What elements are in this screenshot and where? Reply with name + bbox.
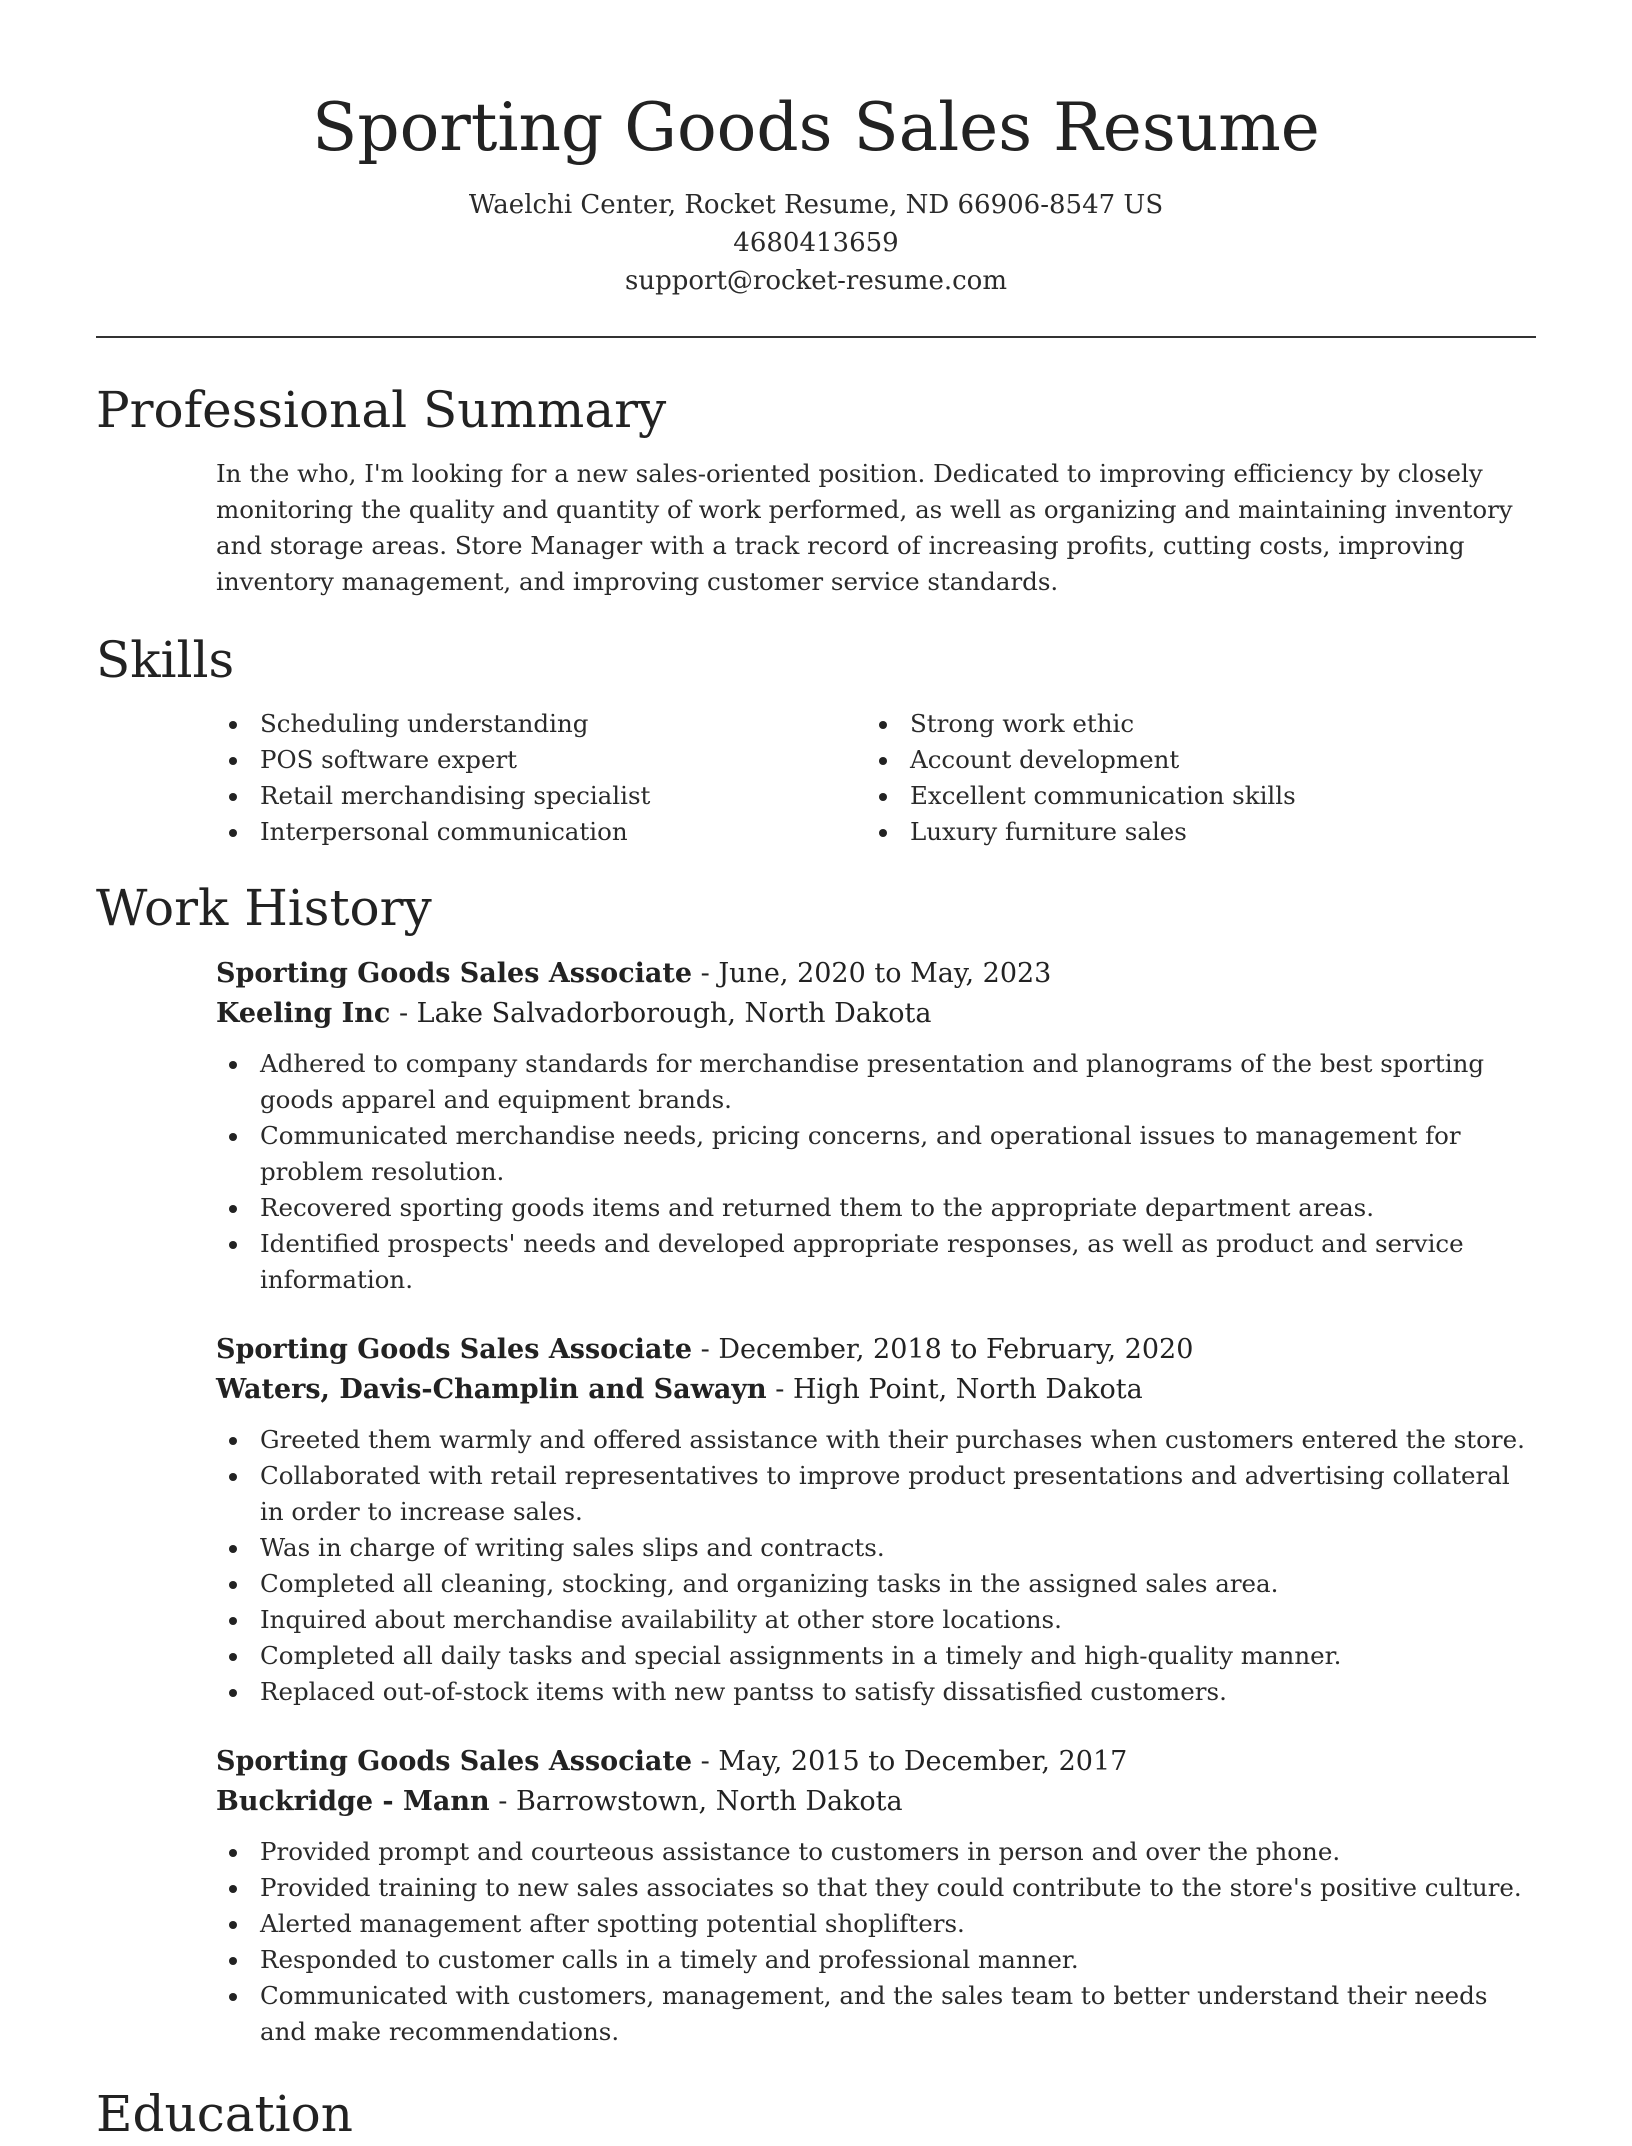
skill-item: Luxury furniture sales [866,814,1516,850]
job-company-line [216,1370,1536,1410]
job-company: Waters, Davis-Champlin and Sawayn [216,1374,767,1405]
education-heading: Education [96,2085,353,2143]
skills-column-left [216,706,866,850]
contact-block [96,186,1536,300]
skills-section [96,628,1536,850]
job-location: - Barrowstown, North Dakota [489,1786,903,1817]
contact-address: Waelchi Center, Rocket Resume, ND 66906-8547 US [468,190,1164,220]
job-bullet: Alerted management after spotting potential shoplifters. [216,1906,1536,1942]
job-dates: - December, 2018 to February, 2020 [692,1334,1194,1365]
summary-section [96,378,1536,600]
job-location: - Lake Salvadorborough, North Dakota [390,998,932,1029]
work-history-heading: Work History [96,879,432,937]
skill-item: POS software expert [216,742,866,778]
skills-grid [216,706,1536,850]
resume-header [96,0,1536,300]
job-company: Keeling Inc [216,998,391,1029]
job-bullet: Responded to customer calls in a timely and professional manner. [216,1942,1536,1978]
job-location: - High Point, North Dakota [766,1374,1143,1405]
job-bullet: Identified prospects' needs and developed appropriate responses, as well as product and service information. [216,1226,1536,1298]
job-bullets [216,1422,1536,1710]
contact-email: support@rocket-resume.com [624,266,1007,296]
job-title-line [216,954,1536,994]
job-title: Sporting Goods Sales Associate [216,1746,693,1777]
resume-page [96,0,1536,2143]
job-bullet: Was in charge of writing sales slips and contracts. [216,1530,1536,1566]
contact-phone: 4680413659 [733,228,899,258]
job-bullet: Adhered to company standards for merchandise presentation and planograms of the best sporting goods apparel and equipment brands. [216,1046,1536,1118]
skill-item: Retail merchandising specialist [216,778,866,814]
summary-text: In the who, I'm looking for a new sales-oriented position. Dedicated to improving efficiency by closely monitoring the quality and quantity of work performed, as well as organizing and maintaining inventory and storage areas. Store Manager with a track record of increasing profits, cutting costs, improving inventory management, and improving customer service standards. [216,459,1513,596]
summary-heading: Professional Summary [96,381,667,439]
job-title: Sporting Goods Sales Associate [216,1334,693,1365]
job-entry [216,1742,1536,2050]
job-bullets [216,1046,1536,1298]
skills-column-right [866,706,1516,850]
job-bullet: Provided prompt and courteous assistance to customers in person and over the phone. [216,1834,1536,1870]
skill-item: Strong work ethic [866,706,1516,742]
job-bullet: Provided training to new sales associates so that they could contribute to the store's positive culture. [216,1870,1536,1906]
skill-item: Excellent communication skills [866,778,1516,814]
job-bullet: Greeted them warmly and offered assistance with their purchases when customers entered the store. [216,1422,1536,1458]
education-section [96,2082,1536,2146]
job-dates: - May, 2015 to December, 2017 [692,1746,1128,1777]
header-divider [96,336,1536,338]
skill-item: Account development [866,742,1516,778]
job-bullet: Collaborated with retail representatives to improve product presentations and advertising collateral in order to increase sales. [216,1458,1536,1530]
job-entry [216,1330,1536,1710]
job-bullet: Completed all daily tasks and special assignments in a timely and high-quality manner. [216,1638,1536,1674]
skill-item: Interpersonal communication [216,814,866,850]
job-bullet: Recovered sporting goods items and returned them to the appropriate department areas. [216,1190,1536,1226]
job-company-line [216,1782,1536,1822]
job-bullet: Communicated merchandise needs, pricing concerns, and operational issues to management for problem resolution. [216,1118,1536,1190]
skill-item: Scheduling understanding [216,706,866,742]
job-title-line [216,1330,1536,1370]
job-bullet: Communicated with customers, management, and the sales team to better understand their needs and make recommendations. [216,1978,1536,2050]
work-history-section [96,876,1536,2050]
skills-heading: Skills [96,631,235,689]
job-bullet: Completed all cleaning, stocking, and organizing tasks in the assigned sales area. [216,1566,1536,1602]
job-bullet: Replaced out-of-stock items with new pantss to satisfy dissatisfied customers. [216,1674,1536,1710]
job-dates: - June, 2020 to May, 2023 [692,958,1052,989]
job-company: Buckridge - Mann [216,1786,490,1817]
job-bullets [216,1834,1536,2050]
resume-title: Sporting Goods Sales Resume [312,89,1320,166]
job-bullet: Inquired about merchandise availability at other store locations. [216,1602,1536,1638]
job-company-line [216,994,1536,1034]
job-title-line [216,1742,1536,1782]
job-title: Sporting Goods Sales Associate [216,958,693,989]
job-entry [216,954,1536,1298]
